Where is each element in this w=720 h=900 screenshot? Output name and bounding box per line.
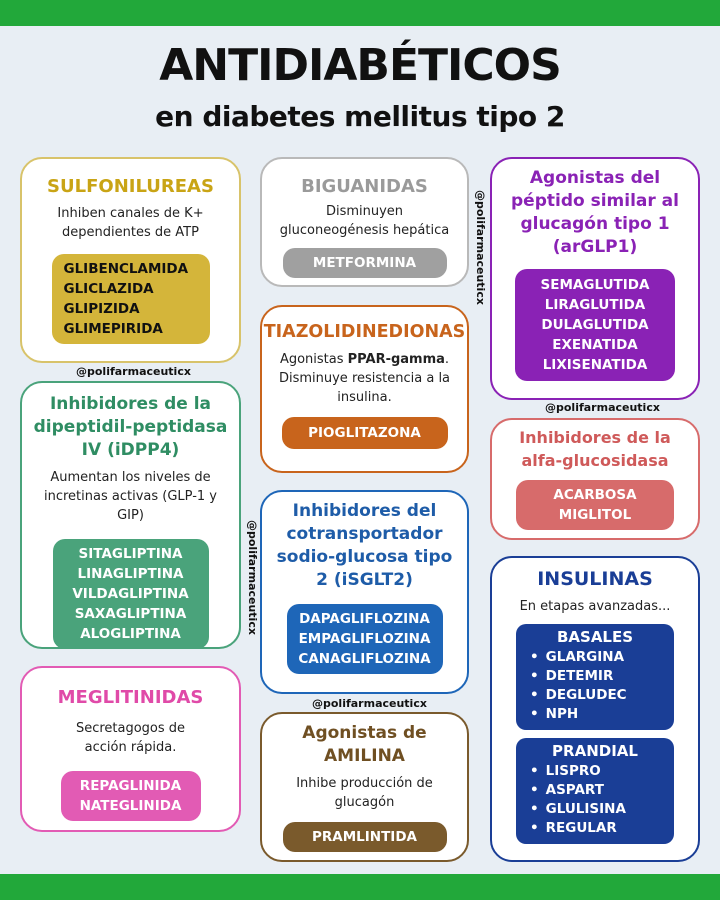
drug-name: LINAGLIPTINA	[77, 566, 184, 582]
drug-name: ALOGLIPTINA	[80, 626, 181, 642]
drug-name: NATEGLINIDA	[79, 798, 182, 814]
prandial-box	[516, 738, 674, 844]
drug-pill	[53, 539, 209, 649]
description-text: Agonistas	[279, 352, 348, 367]
card-title: INSULINAS	[537, 568, 653, 590]
card-title: MEGLITINIDAS	[57, 687, 204, 708]
insulin-item: • NPH	[530, 705, 674, 724]
description-text: . Disminuye resistencia a la insulina.	[278, 352, 451, 405]
watermark: @polifarmaceuticx	[545, 401, 660, 414]
insulin-item: • GLULISINA	[530, 800, 674, 819]
watermark: @polifarmaceuticx	[312, 697, 427, 710]
drug-name: DULAGLUTIDA	[541, 317, 649, 333]
card-description: Inhibe producción de glucagón	[296, 776, 433, 810]
drug-name: SEMAGLUTIDA	[540, 277, 650, 293]
drug-pill	[515, 269, 675, 381]
drug-name: REPAGLINIDA	[79, 778, 182, 794]
drug-name: SAXAGLIPTINA	[74, 606, 187, 622]
drug-pill	[282, 417, 448, 449]
card-sulfonilureas	[20, 157, 241, 363]
insulin-item: • GLARGINA	[530, 648, 674, 667]
drug-name: PIOGLITAZONA	[308, 425, 421, 441]
drug-name: LIXISENATIDA	[542, 357, 648, 373]
card-biguanidas	[260, 157, 469, 287]
insulin-item: • LISPRO	[530, 762, 674, 781]
drug-name: GLICLAZIDA	[63, 281, 154, 297]
card-insulinas	[490, 556, 700, 862]
drug-pill	[283, 248, 447, 278]
card-meglitinidas	[20, 666, 241, 832]
card-title: Inhibidores de la dipeptidil-peptidasa IV (iDPP4)	[33, 394, 228, 460]
card-description: En etapas avanzadas...	[519, 599, 671, 614]
card-amilina	[260, 712, 469, 862]
drug-name: SITAGLIPTINA	[78, 546, 183, 562]
card-description	[272, 350, 457, 407]
drug-name: DAPAGLIFLOZINA	[299, 611, 430, 627]
drug-pill	[287, 604, 443, 674]
drug-pill	[516, 480, 674, 530]
card-description: Inhiben canales de K+ dependientes de ATP	[57, 206, 204, 240]
drug-name: MIGLITOL	[558, 507, 632, 523]
drug-pill	[61, 771, 201, 821]
basales-box	[516, 624, 674, 730]
card-description: Disminuyen gluconeogénesis hepática	[279, 204, 450, 238]
card-isglt2	[260, 490, 469, 694]
drug-name: GLIPIZIDA	[63, 301, 140, 317]
card-title: Inhibidores del cotransportador sodio-glucosa tipo 2 (iSGLT2)	[276, 501, 453, 590]
card-description: Secretagogos de acción rápida.	[75, 721, 186, 755]
card-title: Inhibidores de la alfa-glucosidasa	[519, 428, 671, 470]
drug-name: CANAGLIFLOZINA	[298, 651, 431, 667]
card-title: SULFONILUREAS	[47, 176, 214, 197]
card-title: Agonistas del péptido similar al glucagón tipo 1 (arGLP1)	[511, 168, 679, 257]
bottom-green-bar	[0, 874, 720, 900]
watermark-vertical: @polifarmaceuticx	[474, 190, 487, 305]
card-description: Aumentan los niveles de incretinas activas (GLP-1 y GIP)	[44, 470, 217, 523]
drug-name: ACARBOSA	[553, 487, 637, 503]
insulin-item: • ASPART	[530, 781, 674, 800]
drug-name: GLIMEPIRIDA	[63, 321, 163, 337]
card-title: BIGUANIDAS	[301, 176, 428, 197]
description-bold: PPAR-gamma	[347, 352, 445, 367]
drug-name: VILDAGLIPTINA	[72, 586, 189, 602]
page-title: ANTIDIABÉTICOS	[159, 40, 561, 91]
card-idpp4	[20, 381, 241, 649]
card-title: Agonistas de AMILINA	[302, 723, 427, 766]
insulin-item: • REGULAR	[530, 819, 674, 838]
drug-pill	[283, 822, 447, 852]
drug-pill	[52, 254, 210, 344]
drug-name: EXENATIDA	[552, 337, 638, 353]
card-arglp1	[490, 157, 700, 400]
page-subtitle: en diabetes mellitus tipo 2	[155, 100, 565, 133]
insulin-item: • DEGLUDEC	[530, 686, 674, 705]
drug-name: GLIBENCLAMIDA	[63, 261, 189, 277]
drug-name: LIRAGLUTIDA	[544, 297, 646, 313]
insulin-item: • DETEMIR	[530, 667, 674, 686]
prandial-title: PRANDIAL	[552, 742, 638, 760]
watermark: @polifarmaceuticx	[76, 365, 191, 378]
card-title: TIAZOLIDINEDIONAS	[263, 322, 466, 342]
drug-name: PRAMLINTIDA	[312, 829, 417, 845]
watermark-vertical: @polifarmaceuticx	[246, 520, 259, 635]
card-tiazolidinedionas	[260, 305, 469, 473]
top-green-bar	[0, 0, 720, 26]
drug-name: EMPAGLIFLOZINA	[298, 631, 431, 647]
basales-title: BASALES	[556, 628, 634, 646]
card-alfa-glucosidasa	[490, 418, 700, 540]
drug-name: METFORMINA	[312, 255, 417, 271]
